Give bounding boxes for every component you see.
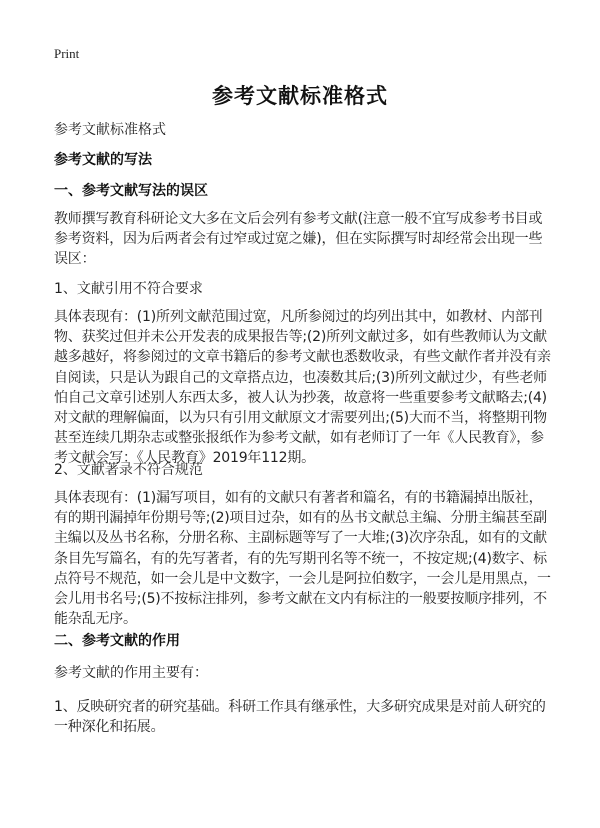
text-line: 甚至连续几期杂志或整张报纸作为参考文献，如有老师订了一年《人民教育》，参 xyxy=(54,430,544,447)
text-line: 参考资料，因为后两者会有过窄或过宽之嫌)，但在实际撰写时却经常会出现一些 xyxy=(54,231,543,248)
text-line: 怕自己文章引述别人东西太多，被人认为抄袭，故意将一些重要参考文献略去;(4) xyxy=(54,389,547,406)
text-line: 教师撰写教育科研论文大多在文后会列有参考文献(注意一般不宜写成参考书目或 xyxy=(54,211,543,227)
item1-paragraph xyxy=(54,307,554,469)
part1-intro-paragraph xyxy=(54,209,554,270)
text-line: 具体表现有：(1)漏写项目，如有的文献只有著者和篇名，有的书籍漏掉出版社， xyxy=(54,490,543,506)
text-line: 误区： xyxy=(54,251,96,268)
text-line: 主编以及丛书名称，分册名称、主副标题等写了一大堆;(3)次序杂乱，如有的文献 xyxy=(54,530,547,547)
text-line: 对文献的理解偏面，以为只有引用文献原文才需要列出;(5)大而不当，将整期刊物 xyxy=(54,410,547,427)
item2-paragraph xyxy=(54,488,554,629)
section-heading: 参考文献的写法 xyxy=(54,152,152,168)
item1-heading: 1、文献引用不符合要求 xyxy=(54,281,203,297)
text-line: 点符号不规范，如一会儿是中文数字，一会儿是阿拉伯数字，一会儿是用黑点，一 xyxy=(54,570,551,587)
text-line: 能杂乱无序。 xyxy=(54,611,137,628)
text-line: 1、反映研究者的研究基础。科研工作具有继承性，大多研究成果是对前人研究的 xyxy=(54,699,546,715)
text-line: 一种深化和拓展。 xyxy=(54,719,165,736)
part2-heading: 二、参考文献的作用 xyxy=(54,633,180,649)
item2-heading: 2、文献著录不符合规范 xyxy=(54,462,203,478)
text-line: 越多越好，将参阅过的文章书籍后的参考文献也悉数收录，有些文献作者并没有亲 xyxy=(54,349,551,366)
text-line: 物、获奖过但并未公开发表的成果报告等;(2)所列文献过多，如有些教师认为文献 xyxy=(54,329,547,346)
part2-intro: 参考文献的作用主要有： xyxy=(54,665,208,681)
document-subtitle: 参考文献标准格式 xyxy=(54,122,166,138)
text-line: 条目先写篇名，有的先写著者，有的先写期刊名等不统一，不按定规;(4)数字、标 xyxy=(54,550,547,567)
text-line: 具体表现有：(1)所列文献范围过宽，凡所参阅过的均列出其中，如教材、内部刊 xyxy=(54,309,543,325)
document-title: 参考文献标准格式 xyxy=(212,84,388,108)
text-line: 有的期刊漏掉年份期号等;(2)项目过杂，如有的丛书文献总主编、分册主编甚至副 xyxy=(54,510,547,527)
text-line: 自阅读，只是认为跟自己的文章搭点边，也凑数其后;(3)所列文献过少，有些老师 xyxy=(54,369,547,386)
print-link[interactable]: Print xyxy=(54,46,80,61)
part2-item1-paragraph xyxy=(54,697,554,737)
text-line: 会儿用书名号;(5)不按标注排列，参考文献在文内有标注的一般要按顺序排列，不 xyxy=(54,591,547,608)
part1-heading: 一、参考文献写法的误区 xyxy=(54,183,208,199)
text-line: 考文献会写：《人民教育》2019年112期。 xyxy=(54,450,315,467)
